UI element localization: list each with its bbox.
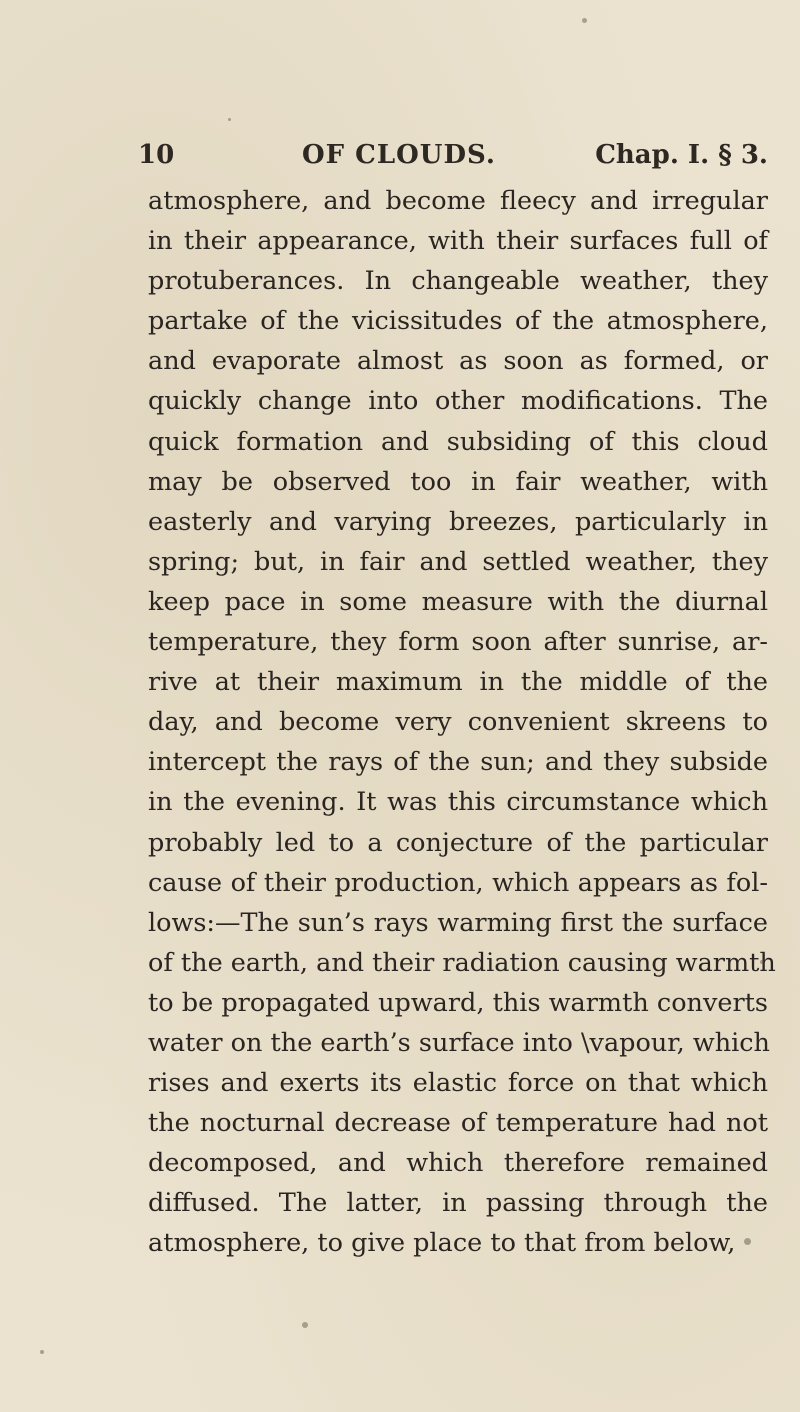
text-line: decomposed, and which therefore remained [148,1148,768,1179]
text-line: quick formation and subsiding of this cloud [148,426,768,457]
text-line: day, and become very convenient skreens to [148,707,768,738]
paper-speck [582,18,587,23]
text-line: lows:—The sun’s rays warming first the surface [148,907,768,938]
paper-speck [302,1322,308,1328]
text-line: partake of the vicissitudes of the atmosphere, [148,306,768,337]
text-line: probably led to a conjecture of the particular [148,827,768,858]
text-line: to be propagated upward, this warmth converts [148,987,768,1018]
text-line: quickly change into other modifications. The [148,386,768,417]
text-line: atmosphere, to give place to that from below, [148,1228,736,1259]
text-line: and evaporate almost as soon as formed, or [148,346,768,377]
text-line: in their appearance, with their surfaces full of [148,226,768,257]
body-text [148,181,776,1264]
text-line: atmosphere, and become fleecy and irregular [148,186,768,216]
text-line: diffused. The latter, in passing through the [148,1188,768,1219]
paper-speck [40,1350,44,1354]
text-line: may be observed too in fair weather, with [148,466,768,497]
text-line: water on the earth’s surface into \vapour, which [148,1027,770,1058]
text-line: in the evening. It was this circumstance which [148,787,768,818]
paper-speck [228,118,231,121]
paper-speck [744,1238,751,1245]
text-line: protuberances. In changeable weather, they [148,266,768,297]
paper-speck [760,960,764,964]
chapter-reference: Chap. I. § 3. [595,140,768,170]
text-line: easterly and varying breezes, particularly in [148,506,768,537]
page-number: 10 [138,140,175,170]
text-line: temperature, they form soon after sunrise, ar- [148,627,768,658]
text-line: cause of their production, which appears as fol- [148,867,768,898]
text-line: spring; but, in fair and settled weather, they [148,546,768,577]
text-line: the nocturnal decrease of temperature had not [148,1108,768,1139]
text-line: rises and exerts its elastic force on that which [148,1068,768,1099]
running-title: OF CLOUDS. [302,140,496,170]
text-line: keep pace in some measure with the diurnal [148,586,768,617]
text-line: intercept the rays of the sun; and they subside [148,747,768,778]
text-line: of the earth, and their radiation causing warmth [148,947,776,978]
text-line: rive at their maximum in the middle of the [148,667,768,698]
running-head [138,140,768,180]
